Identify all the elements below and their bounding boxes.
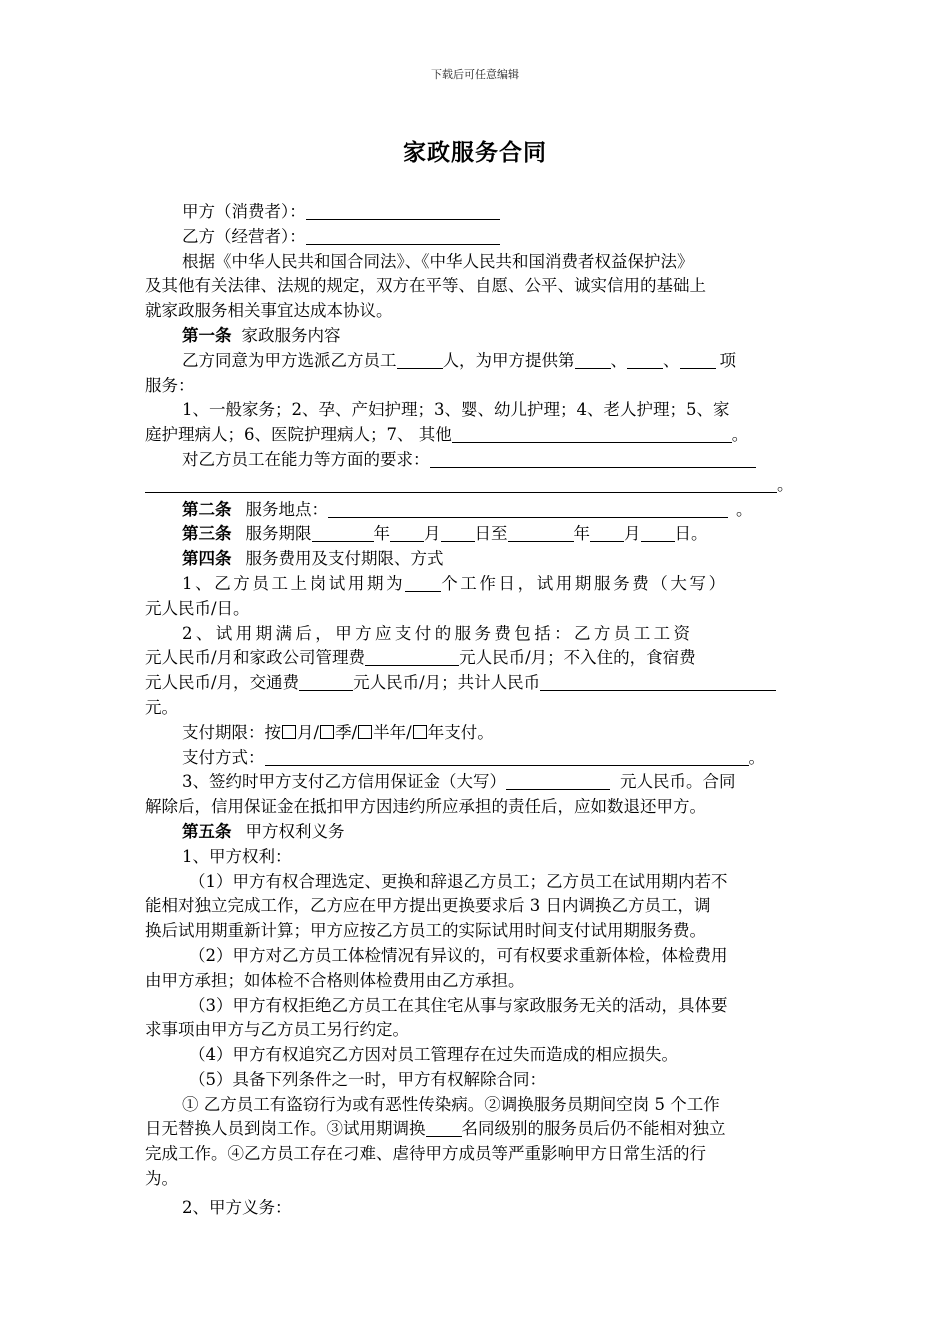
article-1-line xyxy=(145,448,810,473)
article-1-line: 服务： xyxy=(145,375,195,395)
month-checkbox[interactable] xyxy=(282,725,296,739)
text: 日至 xyxy=(474,524,508,544)
blank xyxy=(430,449,756,468)
preamble-line: 就家政服务相关事宜达成本协议。 xyxy=(145,301,393,321)
text: 支付方式： xyxy=(182,747,265,767)
article-4-line: 元人民币/日。 xyxy=(145,598,250,618)
party-a-line xyxy=(145,200,810,225)
text: 元人民币。合同 xyxy=(620,772,736,792)
rights-line: 为。 xyxy=(145,1169,178,1189)
text: 月/ xyxy=(297,722,320,742)
rights-line: 能相对独立完成工作，乙方应在甲方提出更换要求后 3 日内调换乙方员工，调 xyxy=(145,896,711,916)
article-label: 第二条 xyxy=(182,499,232,519)
article-4-line xyxy=(145,646,810,671)
text: 元人民币/月和家政公司管理费 xyxy=(145,648,366,668)
blank xyxy=(641,523,675,542)
party-a-label: 甲方（消费者）： xyxy=(182,202,306,221)
article-4-line xyxy=(145,770,810,795)
blank xyxy=(405,573,441,592)
rights-title: 1、甲方权利： xyxy=(182,846,292,866)
text: 日。 xyxy=(674,524,708,544)
rights-line: （3）甲方有权拒绝乙方员工在其住宅从事与家政服务无关的活动，具体要 xyxy=(189,995,728,1015)
rights-line: 完成工作。④乙方员工存在刁难、虐待甲方成员等严重影响甲方日常生活的行 xyxy=(145,1144,706,1164)
article-label: 第四条 xyxy=(182,549,232,569)
half-year-checkbox[interactable] xyxy=(358,725,372,739)
article-title: 家政服务内容 xyxy=(241,325,341,345)
blank xyxy=(627,350,663,369)
article-4-line xyxy=(145,671,810,696)
article-2-heading xyxy=(145,498,810,523)
text: 年支付。 xyxy=(427,722,494,742)
text: 年 xyxy=(373,524,390,544)
blank xyxy=(441,523,475,542)
blank xyxy=(390,523,424,542)
text: 。 xyxy=(777,474,794,494)
article-1-line xyxy=(145,473,810,498)
rights-line: （1）甲方有权合理选定、更换和辞退乙方员工；乙方员工在试用期内若不 xyxy=(189,871,728,891)
party-b-label: 乙方（经营者）： xyxy=(182,226,306,246)
article-4-heading xyxy=(145,547,810,572)
article-4-line: 2、试用期满后，甲方应支付的服务费包括：乙方员工工资 xyxy=(182,623,694,643)
text: 乙方同意为甲方选派乙方员工 xyxy=(182,350,397,370)
blank xyxy=(328,499,728,518)
text: 日无替换人员到岗工作。③试用期调换 xyxy=(145,1119,426,1139)
contract-body xyxy=(145,200,810,1221)
preamble-line: 根据《中华人民共和国合同法》、《中华人民共和国消费者权益保护法》 xyxy=(182,251,694,271)
blank xyxy=(680,350,716,369)
rights-line: 由甲方承担；如体检不合格则体检费用由乙方承担。 xyxy=(145,970,525,990)
article-1-line: 1、一般家务；2、孕、产妇护理；3、婴、幼儿护理；4、老人护理；5、家 xyxy=(182,400,730,420)
rights-line: 求事项由甲方与乙方员工另行约定。 xyxy=(145,1020,409,1040)
party-b-blank xyxy=(306,226,500,245)
preamble-line: 及其他有关法律、法规的规定，双方在平等、自愿、公平、诚实信用的基础上 xyxy=(145,276,706,296)
article-title: 服务费用及支付期限、方式 xyxy=(245,549,444,569)
text: 服务期限 xyxy=(245,524,312,544)
text: 3、签约时甲方支付乙方信用保证金（大写） xyxy=(182,772,506,792)
rights-line: 换后试用期重新计算；甲方应按乙方员工的实际试用时间支付试用期服务费。 xyxy=(145,921,706,941)
year-checkbox[interactable] xyxy=(413,725,427,739)
blank xyxy=(312,523,374,542)
quarter-checkbox[interactable] xyxy=(320,725,334,739)
blank xyxy=(506,771,610,790)
duties-title: 2、甲方义务： xyxy=(182,1197,292,1217)
text: 人，为甲方提供第 xyxy=(442,350,575,370)
article-1-heading xyxy=(145,324,810,349)
text: 、 xyxy=(663,350,680,370)
rights-line: （4）甲方有权追究乙方因对员工管理存在过失而造成的相应损失。 xyxy=(189,1045,678,1065)
blank xyxy=(426,1118,462,1137)
blank xyxy=(590,523,624,542)
article-1-line xyxy=(145,349,810,374)
rights-line: （5）具备下列条件之一时，甲方有权解除合同： xyxy=(189,1069,546,1089)
text: 年 xyxy=(573,524,590,544)
article-4-line: 元。 xyxy=(145,697,178,717)
blank xyxy=(265,747,749,766)
blank xyxy=(397,350,443,369)
article-title: 服务地点： xyxy=(245,499,328,519)
text: 元人民币/月，交通费 xyxy=(145,673,300,693)
article-title: 甲方权利义务 xyxy=(245,821,345,841)
text: 。 xyxy=(736,499,753,519)
pay-period-line xyxy=(145,721,810,746)
text: 季/ xyxy=(335,722,358,742)
blank xyxy=(365,647,459,666)
text: 半年/ xyxy=(373,722,412,742)
blank xyxy=(452,424,732,443)
text: 对乙方员工在能力等方面的要求： xyxy=(182,449,430,469)
rights-line: ① 乙方员工有盗窃行为或有恶性传染病。②调换服务员期间空岗 5 个工作 xyxy=(182,1094,720,1114)
article-label: 第三条 xyxy=(182,524,232,544)
text: 元人民币/月；不入住的，食宿费 xyxy=(459,648,696,668)
article-label: 第五条 xyxy=(182,821,232,841)
pay-method-line xyxy=(145,746,810,771)
text: 月 xyxy=(424,524,441,544)
rights-line: （2）甲方对乙方员工体检情况有异议的，可有权要求重新体检，体检费用 xyxy=(189,945,728,965)
article-5-heading xyxy=(145,820,810,845)
text: 项 xyxy=(719,350,736,370)
blank xyxy=(575,350,611,369)
blank xyxy=(299,672,353,691)
article-4-line: 解除后，信用保证金在抵扣甲方因违约所应承担的责任后，应如数退还甲方。 xyxy=(145,797,706,817)
blank xyxy=(508,523,574,542)
article-3-heading xyxy=(145,522,810,547)
article-1-line xyxy=(145,423,810,448)
text: 。 xyxy=(748,747,765,767)
header-note: 下载后可任意编辑 xyxy=(431,68,519,81)
document-title: 家政服务合同 xyxy=(403,139,547,166)
text: 庭护理病人；6、医院护理病人；7、 其他 xyxy=(145,425,452,445)
text: 名同级别的服务员后仍不能相对独立 xyxy=(461,1119,726,1139)
text: 个工作日，试用期服务费（大写） xyxy=(441,573,728,593)
blank xyxy=(540,672,776,691)
text: 1、乙方员工上岗试用期为 xyxy=(182,573,406,593)
article-4-line xyxy=(145,572,810,597)
text: 元人民币/月；共计人民币 xyxy=(353,673,541,693)
blank xyxy=(145,474,777,493)
text: 。 xyxy=(731,425,749,445)
party-a-blank xyxy=(306,201,500,220)
text: 、 xyxy=(610,350,627,370)
article-label: 第一条 xyxy=(182,325,232,345)
rights-line xyxy=(145,1117,810,1142)
party-b-line xyxy=(145,225,810,250)
text: 支付期限：按 xyxy=(182,722,281,742)
text: 月 xyxy=(624,524,641,544)
